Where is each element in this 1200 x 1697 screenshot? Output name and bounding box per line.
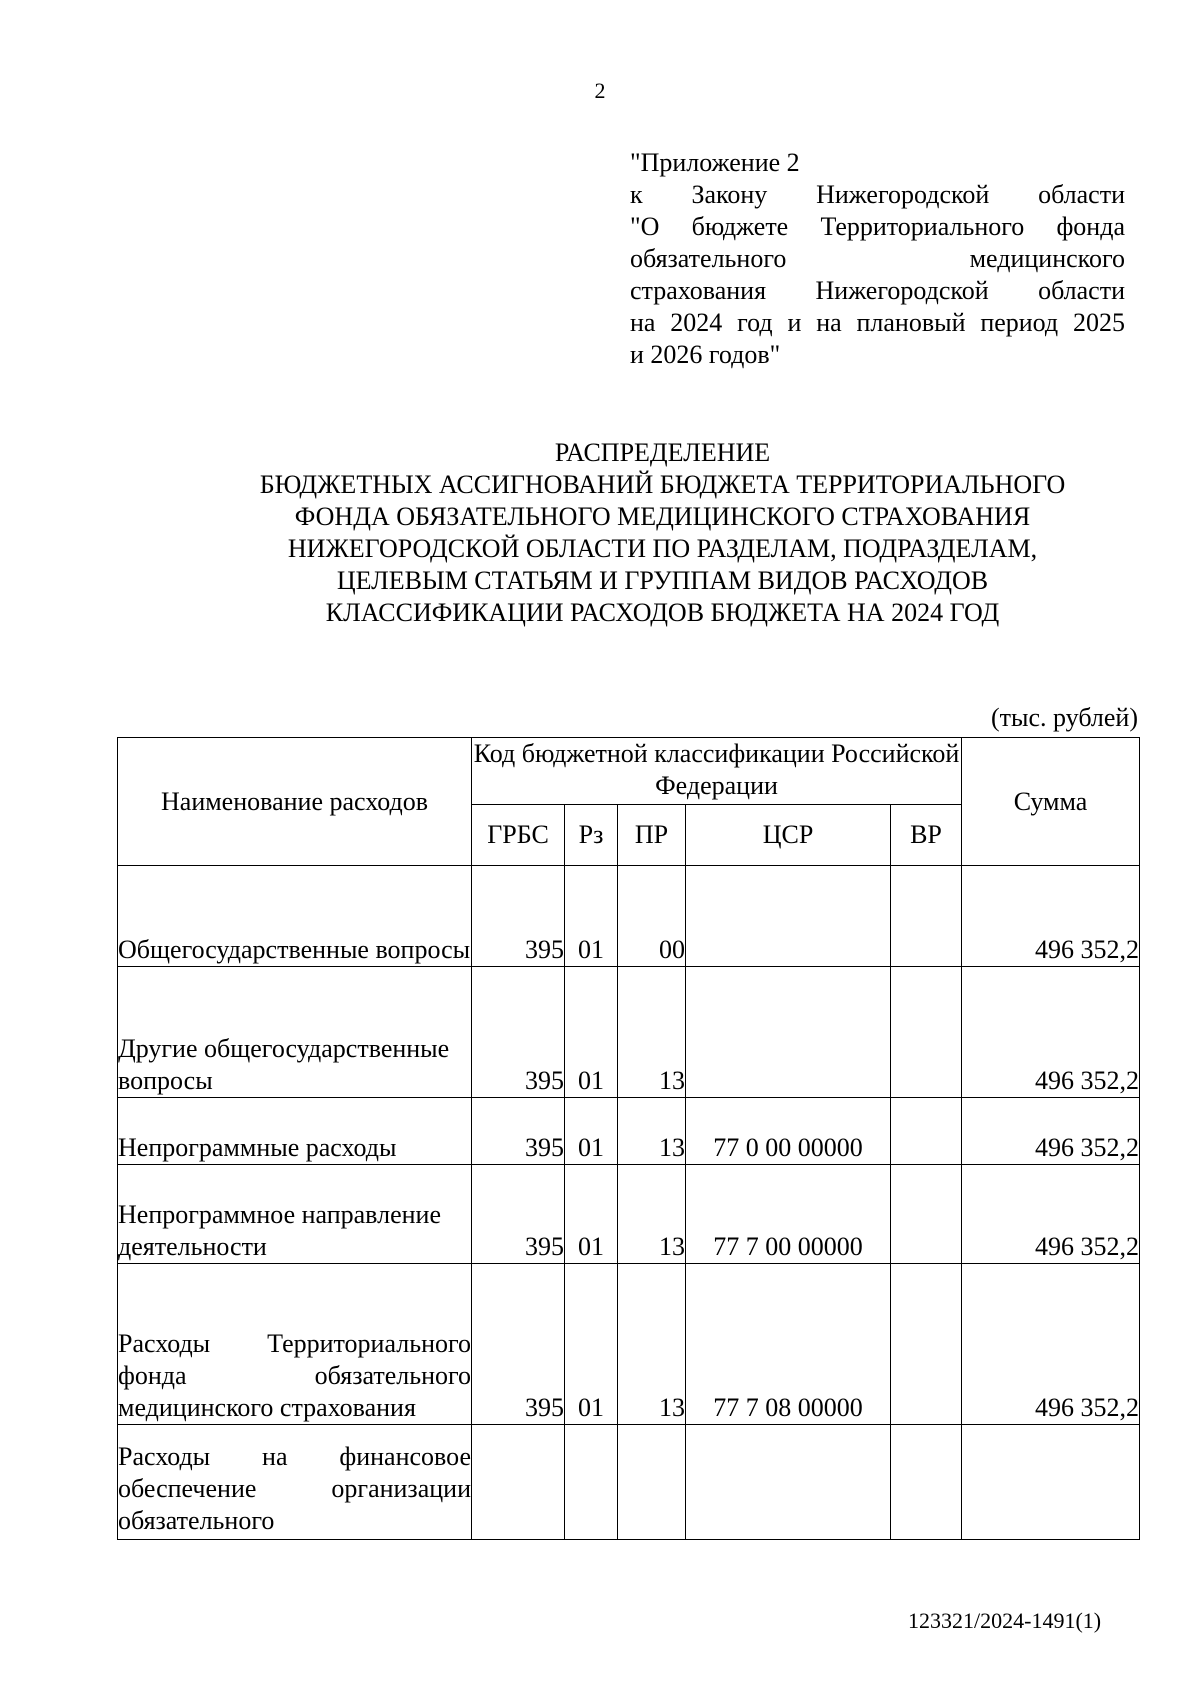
- title-line: РАСПРЕДЕЛЕНИЕ: [554, 438, 771, 467]
- row-pr: [618, 1425, 686, 1540]
- row-rz: 01: [565, 866, 618, 967]
- page-number: 2: [594, 78, 606, 103]
- appendix-line: "Приложение 2: [630, 148, 800, 177]
- row-rz: [565, 1425, 618, 1540]
- appendix-line: на 2024 год и на плановый период 2025: [630, 308, 1125, 337]
- row-vr: [891, 1165, 962, 1264]
- row-csr: [686, 967, 891, 1098]
- row-vr: [891, 1098, 962, 1165]
- row-name: Общегосударственные вопросы: [118, 866, 472, 967]
- header-row: [118, 738, 1140, 805]
- row-sum: [962, 1425, 1140, 1540]
- row-grbs: 395: [472, 866, 565, 967]
- header-grbs: ГРБС: [472, 805, 565, 866]
- row-pr: 13: [618, 1098, 686, 1165]
- row-pr: 13: [618, 1165, 686, 1264]
- appendix-reference: [630, 147, 1125, 371]
- document-number: 123321/2024-1491(1): [908, 1608, 1102, 1633]
- title-line: ФОНДА ОБЯЗАТЕЛЬНОГО МЕДИЦИНСКОГО СТРАХОВАНИЯ: [294, 502, 1031, 531]
- appendix-line: "О бюджете Территориального фонда: [630, 212, 1125, 241]
- row-vr: [891, 866, 962, 967]
- row-vr: [891, 1425, 962, 1540]
- document-title: [0, 437, 1200, 629]
- header-pr: ПР: [618, 805, 686, 866]
- table-row: [118, 1098, 1140, 1165]
- row-sum: 496 352,2: [962, 1264, 1140, 1425]
- header-csr: ЦСР: [686, 805, 891, 866]
- row-vr: [891, 1264, 962, 1425]
- appendix-line: к Закону Нижегородской области: [630, 180, 1125, 209]
- table-row: [118, 1165, 1140, 1264]
- title-line: БЮДЖЕТНЫХ АССИГНОВАНИЙ БЮДЖЕТА ТЕРРИТОРИАЛЬНОГО: [259, 470, 1066, 499]
- title-line: КЛАССИФИКАЦИИ РАСХОДОВ БЮДЖЕТА НА 2024 ГОД: [325, 598, 1000, 627]
- row-sum: 496 352,2: [962, 866, 1140, 967]
- appendix-line: обязательного медицинского: [630, 244, 1125, 273]
- row-csr: 77 7 08 00000: [686, 1264, 891, 1425]
- row-vr: [891, 967, 962, 1098]
- row-csr: 77 7 00 00000: [686, 1165, 891, 1264]
- header-vr: ВР: [891, 805, 962, 866]
- table-row: [118, 967, 1140, 1098]
- row-name: Расходы Территориального фонда обязательного медицинского страхования: [118, 1264, 472, 1425]
- table-row: [118, 1425, 1140, 1540]
- header-name: Наименование расходов: [118, 738, 472, 866]
- row-grbs: 395: [472, 1264, 565, 1425]
- row-pr: 13: [618, 1264, 686, 1425]
- header-code-group: Код бюджетной классификации Российской Федерации: [472, 738, 962, 805]
- row-sum: 496 352,2: [962, 1098, 1140, 1165]
- appendix-line: и 2026 годов": [630, 340, 781, 369]
- row-sum: 496 352,2: [962, 1165, 1140, 1264]
- row-rz: 01: [565, 1098, 618, 1165]
- row-rz: 01: [565, 967, 618, 1098]
- row-name: Расходы на финансовое обеспечение организации обязательного: [118, 1425, 472, 1540]
- row-sum: 496 352,2: [962, 967, 1140, 1098]
- row-csr: [686, 866, 891, 967]
- row-grbs: 395: [472, 1098, 565, 1165]
- row-grbs: [472, 1425, 565, 1540]
- table-row: [118, 866, 1140, 967]
- row-csr: 77 0 00 00000: [686, 1098, 891, 1165]
- row-grbs: 395: [472, 967, 565, 1098]
- row-pr: 13: [618, 967, 686, 1098]
- row-name: Другие общегосударственные вопросы: [118, 967, 472, 1098]
- units-label: (тыс. рублей): [990, 703, 1138, 732]
- row-rz: 01: [565, 1264, 618, 1425]
- row-grbs: 395: [472, 1165, 565, 1264]
- title-line: ЦЕЛЕВЫМ СТАТЬЯМ И ГРУППАМ ВИДОВ РАСХОДОВ: [336, 566, 989, 595]
- row-csr: [686, 1425, 891, 1540]
- row-name: Непрограммные расходы: [118, 1098, 472, 1165]
- row-rz: 01: [565, 1165, 618, 1264]
- header-sum: Сумма: [962, 738, 1140, 866]
- title-line: НИЖЕГОРОДСКОЙ ОБЛАСТИ ПО РАЗДЕЛАМ, ПОДРАЗДЕЛАМ,: [287, 534, 1038, 563]
- budget-table: [117, 737, 1140, 1540]
- table-row: [118, 1264, 1140, 1425]
- row-name: Непрограммное направление деятельности: [118, 1165, 472, 1264]
- header-rz: Рз: [565, 805, 618, 866]
- appendix-line: страхования Нижегородской области: [630, 276, 1125, 305]
- row-pr: 00: [618, 866, 686, 967]
